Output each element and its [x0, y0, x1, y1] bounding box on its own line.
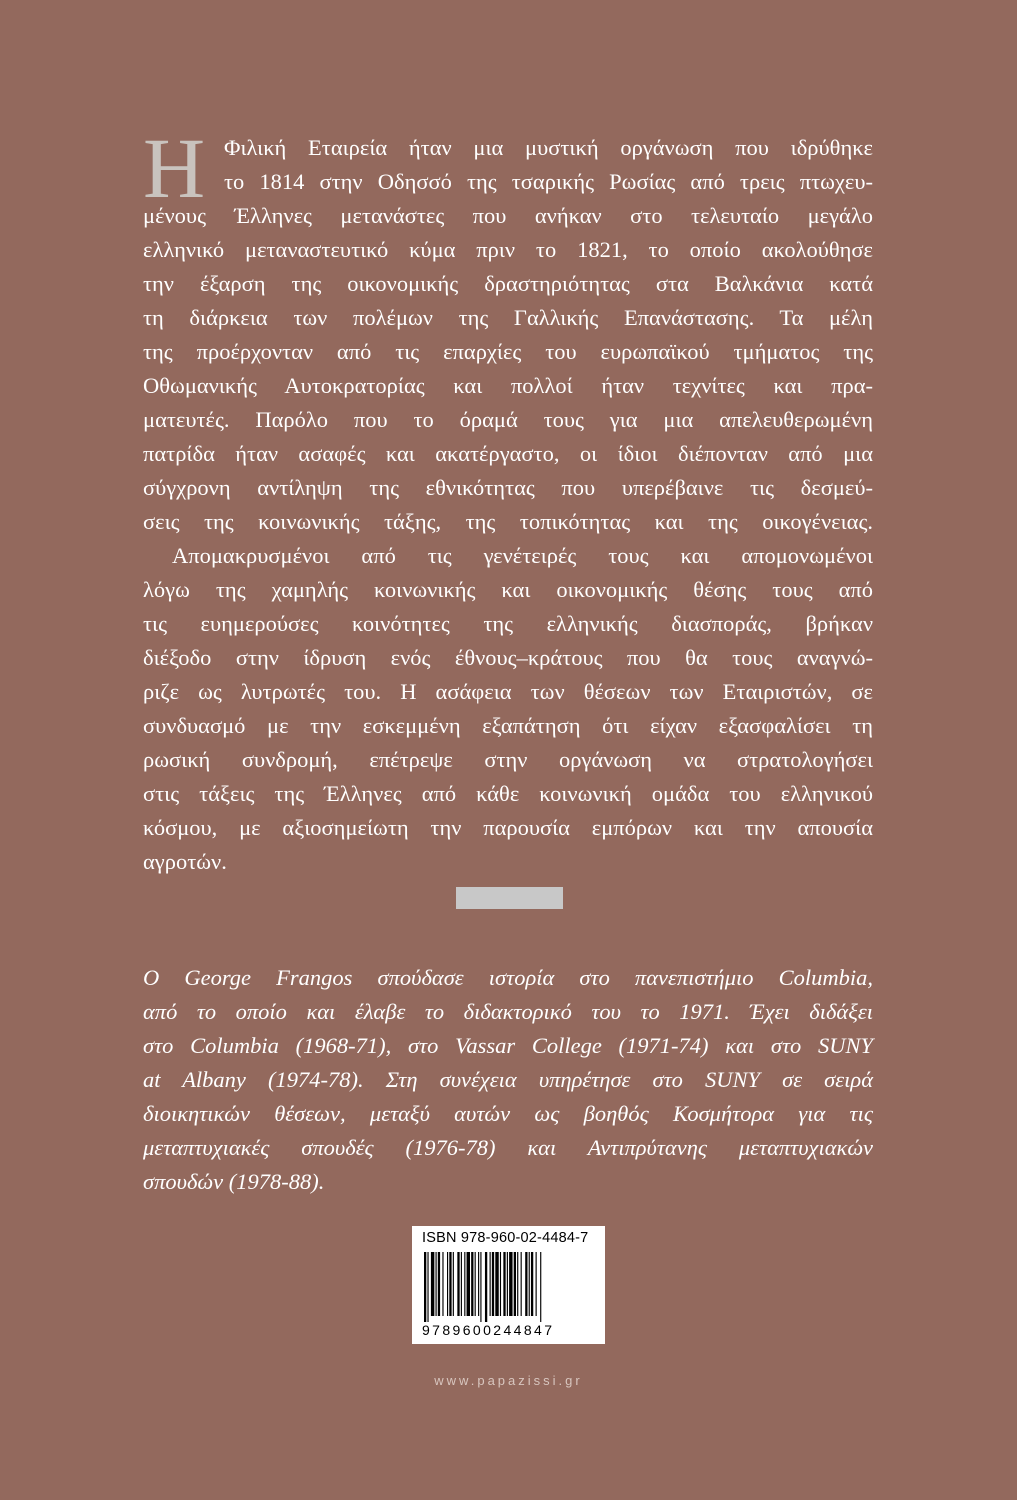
para2-line: ρωσική συνδρομή, επέτρεψε στην οργάνωση να στρατολογήσει [143, 747, 873, 772]
para1-line: πατρίδα ήταν ασαφές και ακατέργαστο, οι ίδιοι διέπονταν από μια [143, 441, 873, 466]
barcode-bar [436, 1252, 437, 1316]
barcode-bar [503, 1252, 505, 1316]
barcode-bar [495, 1252, 498, 1316]
barcode-bar [514, 1252, 516, 1316]
para2-line: συνδυασμό με την εσκεμμένη εξαπάτηση ότι είχαν εξασφαλίσει τη [143, 713, 873, 738]
barcode-bar [424, 1252, 426, 1322]
para1-line: σύγχρονη αντίληψη της εθνικότητας που υπερέβαινε τις δεσμεύ- [143, 475, 873, 500]
barcode-bar [457, 1252, 459, 1316]
publisher-website: www.papazissi.gr [434, 1373, 583, 1388]
barcode-bar [521, 1252, 522, 1316]
barcode-bars [424, 1252, 596, 1322]
barcode-bar [507, 1252, 508, 1316]
barcode-bar [475, 1252, 476, 1316]
barcode-bar [442, 1252, 443, 1316]
barcode-bar [461, 1252, 462, 1316]
para2-line: διέξοδο στην ίδρυση ενός έθνους–κράτους που θα τους αναγνώ- [143, 645, 873, 670]
barcode-bar [478, 1252, 479, 1316]
barcode-bar [529, 1252, 530, 1316]
para2-line: ριζε ως λυτρωτές του. Η ασάφεια των θέσεων των Εταιριστών, σε [143, 679, 873, 704]
bio-line: σπουδών (1978-88). [143, 1169, 325, 1194]
isbn-label: ISBN 978-960-02-4484-7 [422, 1230, 589, 1246]
barcode-bar [471, 1252, 473, 1316]
barcode-bar [449, 1252, 451, 1316]
para1-line: το 1814 στην Οδησσό της τσαρικής Ρωσίας από τρεις πτωχευ- [224, 169, 873, 194]
para1-line: Οθωμανικής Αυτοκρατορίας και πολλοί ήταν τεχνίτες και πρα- [143, 373, 873, 398]
para1-line: Φιλική Εταιρεία ήταν μια μυστική οργάνωση που ιδρύθηκε [224, 135, 873, 160]
para2-line: στις τάξεις της Έλληνες από κάθε κοινωνική ομάδα του ελληνικού [143, 781, 873, 806]
barcode-bar [531, 1252, 533, 1316]
bio-line: στο Columbia (1968-71), στο Vassar College (1971-74) και στο SUNY [143, 1033, 873, 1058]
para1-line: τη διάρκεια των πολέμων της Γαλλικής Επανάστασης. Τα μέλη [143, 305, 873, 330]
bio-line: at Albany (1974-78). Στη συνέχεια υπηρέτησε στο SUNY σε σειρά [143, 1067, 873, 1092]
para1-line: την έξαρση της οικονομικής δραστηριότητας στα Βαλκάνια κατά [143, 271, 873, 296]
barcode-digits: 9789600244847 [422, 1322, 555, 1338]
barcode-bar [485, 1252, 487, 1322]
para1-line: ελληνικό μεταναστευτικό κύμα πριν το 1821, το οποίο ακολούθησε [143, 237, 873, 262]
barcode-bar [536, 1252, 537, 1316]
barcode-bar [480, 1252, 481, 1322]
barcode-bar [427, 1252, 428, 1322]
barcode-bar [540, 1252, 541, 1322]
barcode-bar [447, 1252, 448, 1316]
para1-line: μένους Έλληνες μετανάστες που ανήκαν στο τελευταίο μεγάλο [143, 203, 873, 228]
barcode-bar [431, 1252, 434, 1316]
bio-line: από το οποίο και έλαβε το διδακτορικό του το 1971. Έχει διδάξει [143, 999, 873, 1024]
bio-line: Ο George Frangos σπούδασε ιστορία στο πανεπιστήμιο Columbia, [143, 965, 873, 990]
bio-line: μεταπτυχιακές σπουδές (1976-78) και Αντιπρύτανης μεταπτυχιακών [143, 1135, 873, 1160]
barcode-bar [517, 1252, 518, 1316]
barcode-bar [500, 1252, 501, 1316]
para2-line: αγροτών. [143, 849, 227, 874]
para2-line: Απομακρυσμένοι από τις γενέτειρές τους και απομονωμένοι [172, 543, 873, 568]
barcode-bar [453, 1252, 454, 1316]
section-divider [456, 887, 563, 909]
barcode-bar [509, 1252, 512, 1316]
barcode-bar [525, 1252, 527, 1316]
drop-cap: Η [143, 120, 206, 216]
bio-line: διοικητικών θέσεων, μεταξύ αυτών ως βοηθός Κοσμήτορα για τις [143, 1101, 873, 1126]
barcode-bar [490, 1252, 491, 1316]
barcode-bar [438, 1252, 440, 1316]
barcode-bar [492, 1252, 494, 1316]
barcode-bar [467, 1252, 470, 1316]
para2-line: λόγω της χαμηλής κοινωνικής και οικονομικής θέσης τους από [143, 577, 873, 602]
para1-line: σεις της κοινωνικής τάξης, της τοπικότητας και της οικογένειας. [143, 509, 873, 534]
para1-line: ματευτές. Παρόλο που το όραμά τους για μια απελευθερωμένη [143, 407, 873, 432]
para2-line: κόσμου, με αξιοσημείωτη την παρουσία εμπόρων και την απουσία [143, 815, 873, 840]
barcode-bar [464, 1252, 465, 1316]
para1-line: της προέρχονταν από τις επαρχίες του ευρωπαϊκού τμήματος της [143, 339, 873, 364]
isbn-barcode [412, 1226, 605, 1344]
para2-line: τις ευημερούσες κοινότητες της ελληνικής διασποράς, βρήκαν [143, 611, 873, 636]
